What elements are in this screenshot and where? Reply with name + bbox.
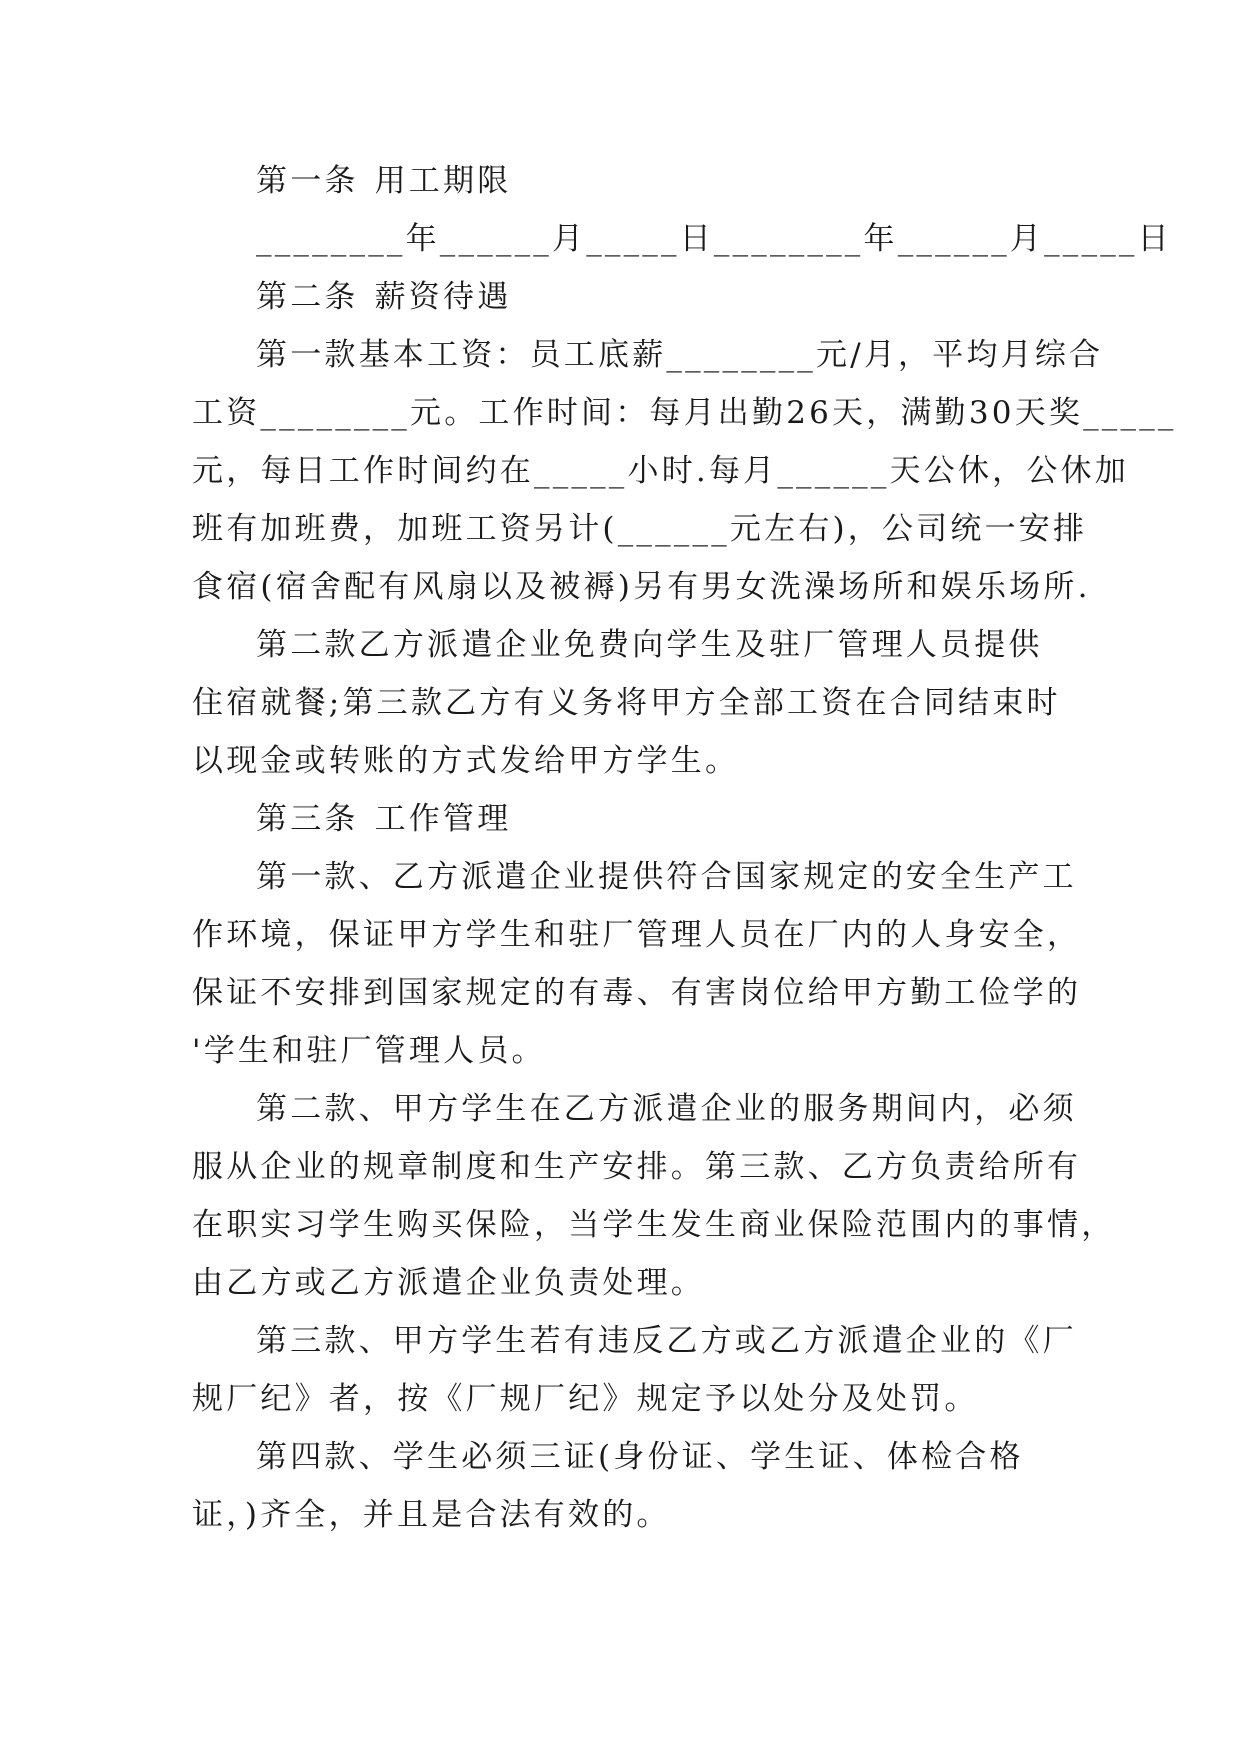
paragraph-line: 保证不安排到国家规定的有毒、有害岗位给甲方勤工俭学的 — [192, 975, 1082, 1011]
paragraph-line: 第四款、学生必须三证(身份证、学生证、体检合格 — [256, 1439, 1024, 1475]
paragraph-line: 工资________元。工作时间：每月出勤26天，满勤30天奖_____ — [192, 395, 1177, 431]
article-2-heading — [192, 268, 1052, 326]
paragraph-line: 服从企业的规章制度和生产安排。第三款、乙方负责给所有 — [192, 1149, 1082, 1185]
paragraph-line: 作环境，保证甲方学生和驻厂管理人员在厂内的人身安全， — [192, 917, 1082, 953]
paragraph-line: 元，每日工作时间约在_____小时.每月______天公休，公休加 — [192, 453, 1129, 489]
article-1-dates-line: ________年______月_____日________年______月_____日 — [256, 221, 1172, 257]
document-page — [192, 152, 1177, 1544]
article-1-number: 第一条 — [256, 163, 359, 199]
paragraph-line: 食宿(宿舍配有风扇以及被褥)另有男女洗澡场所和娱乐场所. — [192, 569, 1091, 605]
paragraph-line: 证，)齐全，并且是合法有效的。 — [192, 1497, 671, 1533]
paragraph-line: 住宿就餐;第三款乙方有义务将甲方全部工资在合同结束时 — [192, 685, 1061, 721]
article-1-title: 用工期限 — [374, 163, 512, 199]
article-2-title: 薪资待遇 — [374, 279, 512, 315]
article-3-title: 工作管理 — [374, 801, 512, 837]
article-3-heading — [192, 790, 1052, 848]
paragraph-line: 以现金或转账的方式发给甲方学生。 — [192, 743, 740, 779]
paragraph-line: 由乙方或乙方派遣企业负责处理。 — [192, 1265, 705, 1301]
paragraph-line: 班有加班费，加班工资另计(______元左右)，公司统一安排 — [192, 511, 1088, 547]
article-3-number: 第三条 — [256, 801, 359, 837]
article-1-heading — [192, 152, 1052, 210]
paragraph-line: 第三款、甲方学生若有违反乙方或乙方派遣企业的《厂 — [256, 1323, 1077, 1359]
paragraph-line: 规厂纪》者，按《厂规厂纪》规定予以处分及处罚。 — [192, 1381, 979, 1417]
paragraph-line: 第二款、甲方学生在乙方派遣企业的服务期间内，必须 — [256, 1091, 1077, 1127]
paragraph-line: 第一款、乙方派遣企业提供符合国家规定的安全生产工 — [256, 859, 1077, 895]
paragraph-line: '学生和驻厂管理人员。 — [192, 1033, 546, 1069]
paragraph-line: 第二款乙方派遣企业免费向学生及驻厂管理人员提供 — [256, 627, 1043, 663]
paragraph-line: 第一款基本工资：员工底薪________元/月，平均月综合 — [256, 337, 1104, 373]
paragraph-line: 在职实习学生购买保险，当学生发生商业保险范围内的事情， — [192, 1207, 1116, 1243]
article-2-number: 第二条 — [256, 279, 359, 315]
